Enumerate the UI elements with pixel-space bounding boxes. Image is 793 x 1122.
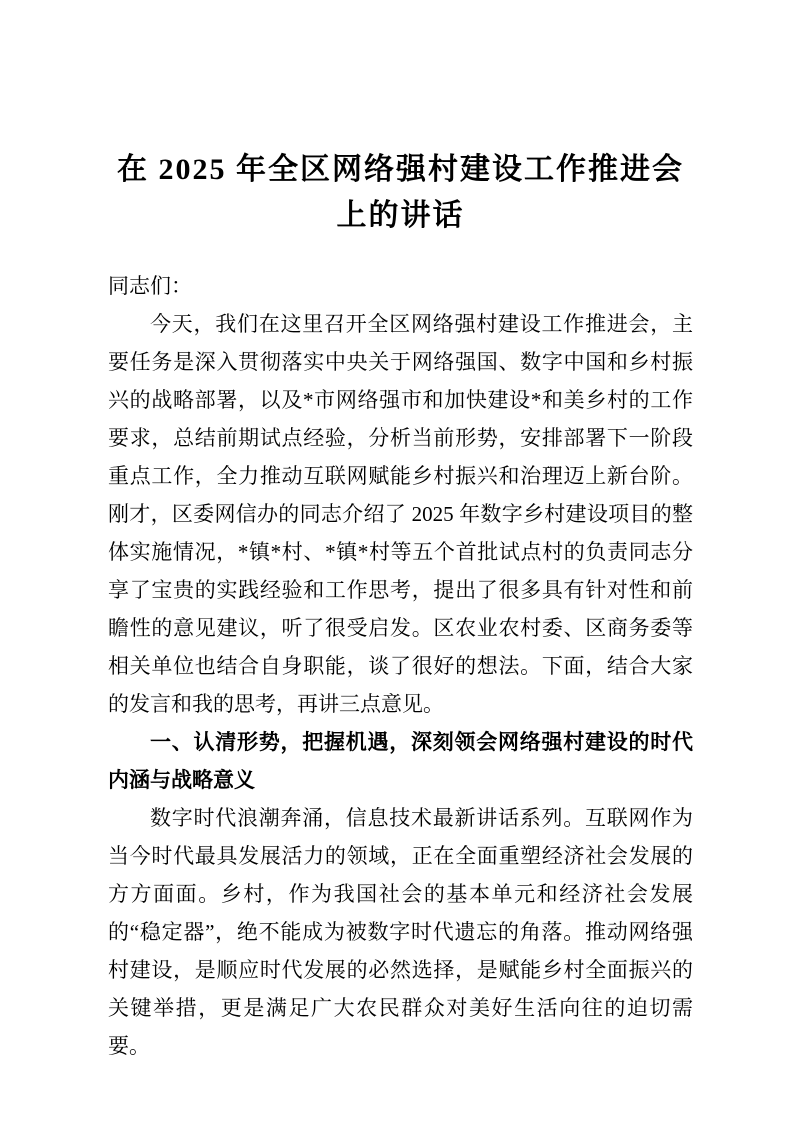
document-title-line-1: 在 2025 年全区网络强村建设工作推进会 [117,153,684,186]
section-heading-1: 一、认清形势，把握机遇，深刻领会网络强村建设的时代内涵与战略意义 [108,730,693,792]
document-title [108,147,693,239]
document-title-line-2: 上的讲话 [336,199,465,232]
paragraph-section-1-body: 数字时代浪潮奔涌，信息技术最新讲话系列。互联网作为当今时代最具发展活力的领域，正在全面重塑经济社会发展的方方面面。乡村，作为我国社会的基本单元和经济社会发展的“稳定器”，绝不能成为被数字时代遗忘的角落。推动网络强村建设，是顺应时代发展的必然选择，是赋能乡村全面振兴的关键举措，更是满足广大农民群众对美好生活向往的迫切需要。 [108,806,693,1058]
paragraph-opening: 今天，我们在这里召开全区网络强村建设工作推进会，主要任务是深入贯彻落实中央关于网络强国、数字中国和乡村振兴的战略部署，以及*市网络强市和加快建设*和美乡村的工作要求，总结前期试点经验，分析当前形势，安排部署下一阶段重点工作，全力推动互联网赋能乡村振兴和治理迈上新台阶。刚才，区委网信办的同志介绍了 2025 年数字乡村建设项目的整体实施情况，*镇*村、*镇*村等五个首批试点村的负责同志分享了宝贵的实践经验和工作思考，提出了很多具有针对性和前瞻性的意见建议，听了很受启发。区农业农村委、区商务委等相关单位也结合自身职能，谈了很好的想法。下面，结合大家的发言和我的思考，再讲三点意见。 [108,312,693,716]
salutation: 同志们： [108,274,192,298]
